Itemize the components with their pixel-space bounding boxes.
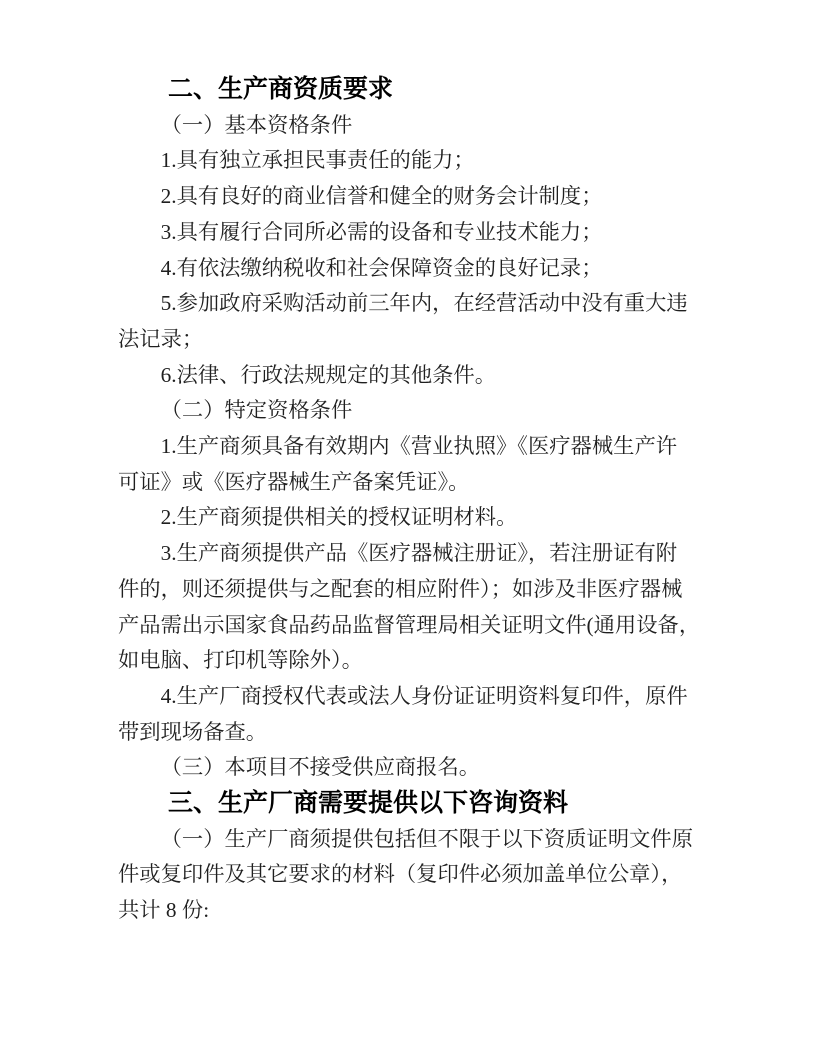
paragraph-item-2: [118, 179, 718, 215]
paragraph-materials-required: [118, 822, 718, 929]
text-line: 可证》或《医疗器械生产备案凭证》。: [118, 469, 470, 494]
text-line: 1.具有独立承担民事责任的能力；: [160, 148, 475, 173]
paragraph-basic-conditions-title: [118, 108, 718, 144]
text-line: 1.生产商须具备有效期内《营业执照》《医疗器械生产许: [160, 434, 678, 459]
text-line: 5.参加政府采购活动前三年内，在经营活动中没有重大违: [160, 291, 688, 316]
section-heading-3: [118, 786, 718, 822]
text-line: 2.具有良好的商业信誉和健全的财务会计制度；: [160, 184, 603, 209]
text-line: 4.有依法缴纳税收和社会保障资金的良好记录；: [160, 255, 603, 280]
paragraph-item-4: [118, 251, 718, 287]
text-line: 6.法律、行政法规规定的其他条件。: [160, 362, 497, 387]
text-line: （一）生产厂商须提供包括但不限于以下资质证明文件原: [160, 826, 694, 851]
text-line: 件或复印件及其它要求的材料（复印件必须加盖单位公章），: [118, 862, 683, 887]
text-line: （二）特定资格条件: [160, 398, 353, 423]
text-line: 4.生产厂商授权代表或法人身份证证明资料复印件，原件: [160, 683, 688, 708]
paragraph-no-supplier-signup: [118, 750, 718, 786]
text-line: 三、生产厂商需要提供以下咨询资料: [168, 789, 569, 818]
text-line: 3.生产商须提供产品《医疗器械注册证》，若注册证有附: [160, 541, 678, 566]
text-line: 共计 8 份:: [118, 898, 210, 923]
paragraph-item-1: [118, 143, 718, 179]
paragraph-item-6: [118, 358, 718, 394]
paragraph-item-3: [118, 215, 718, 251]
text-line: 带到现场备查。: [118, 719, 268, 744]
text-line: （一）基本资格条件: [160, 112, 353, 137]
paragraph-specific-item-4: [118, 679, 718, 750]
text-line: 2.生产商须提供相关的授权证明材料。: [160, 505, 518, 530]
paragraph-specific-item-1: [118, 429, 718, 500]
text-line: （三）本项目不接受供应商报名。: [160, 755, 481, 780]
text-line: 二、生产商资质要求: [168, 75, 394, 103]
paragraph-specific-item-2: [118, 500, 718, 536]
text-line: 法记录；: [118, 326, 204, 351]
section-heading-2: [118, 72, 718, 108]
paragraph-item-5: [118, 286, 718, 357]
text-line: 产品需出示国家食品药品监督管理局相关证明文件(通用设备，: [118, 612, 701, 637]
text-line: 3.具有履行合同所必需的设备和专业技术能力；: [160, 219, 603, 244]
paragraph-specific-conditions-title: [118, 393, 718, 429]
text-line: 如电脑、打印机等除外）。: [118, 648, 363, 673]
paragraph-specific-item-3: [118, 536, 718, 679]
document-content: [118, 72, 718, 929]
text-line: 件的，则还须提供与之配套的相应附件）；如涉及非医疗器械: [118, 576, 683, 601]
